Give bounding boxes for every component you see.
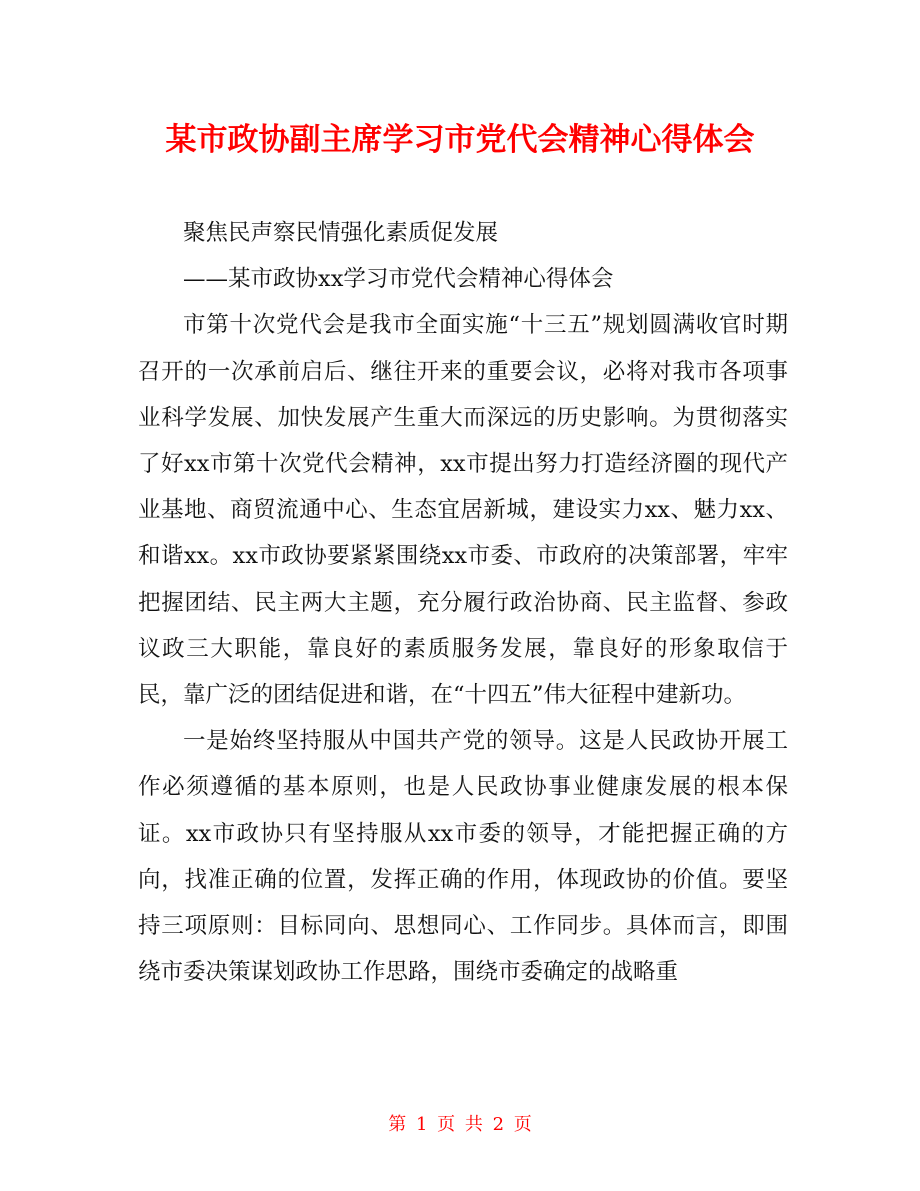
page-number-footer: 第 1 页 共 2 页 xyxy=(388,1114,532,1135)
body-paragraph: 一是始终坚持服从中国共产党的领导。这是人民政协开展工作必须遵循的基本原则，也是人民政协事业健康发展的根本保证。xx市政协只有坚持服从xx市委的领导，才能把握正确的方向，找准正确的位置，发挥正确的作用，体现政协的价值。要坚持三项原则：目标同向、思想同心、工作同步。具体而言，即围绕市委决策谋划政协工作思路，围绕市委确定的战略重 xyxy=(138,728,788,986)
body-paragraph: 市第十次党代会是我市全面实施“十三五”规划圆满收官时期召开的一次承前启后、继往开来的重要会议，必将对我市各项事业科学发展、加快发展产生重大而深远的历史影响。为贯彻落实了好xx市第十次党代会精神，xx市提出努力打造经济圈的现代产业基地、商贸流通中心、生态宜居新城，建设实力xx、魅力xx、和谐xx。xx市政协要紧紧围绕xx市委、市政府的决策部署，牢牢把握团结、民主两大主题，充分履行政治协商、民主监督、参政议政三大职能，靠良好的素质服务发展，靠良好的形象取信于民，靠广泛的团结促进和谐，在“十四五”伟大征程中建新功。 xyxy=(138,312,788,709)
subtitle-paragraph: 聚焦民声察民情强化素质促发展 xyxy=(183,220,499,246)
document-title: 某市政协副主席学习市党代会精神心得体会 xyxy=(165,122,755,158)
subtitle-byline: ——某市政协xx学习市党代会精神心得体会 xyxy=(183,266,614,293)
document-body xyxy=(138,210,788,995)
